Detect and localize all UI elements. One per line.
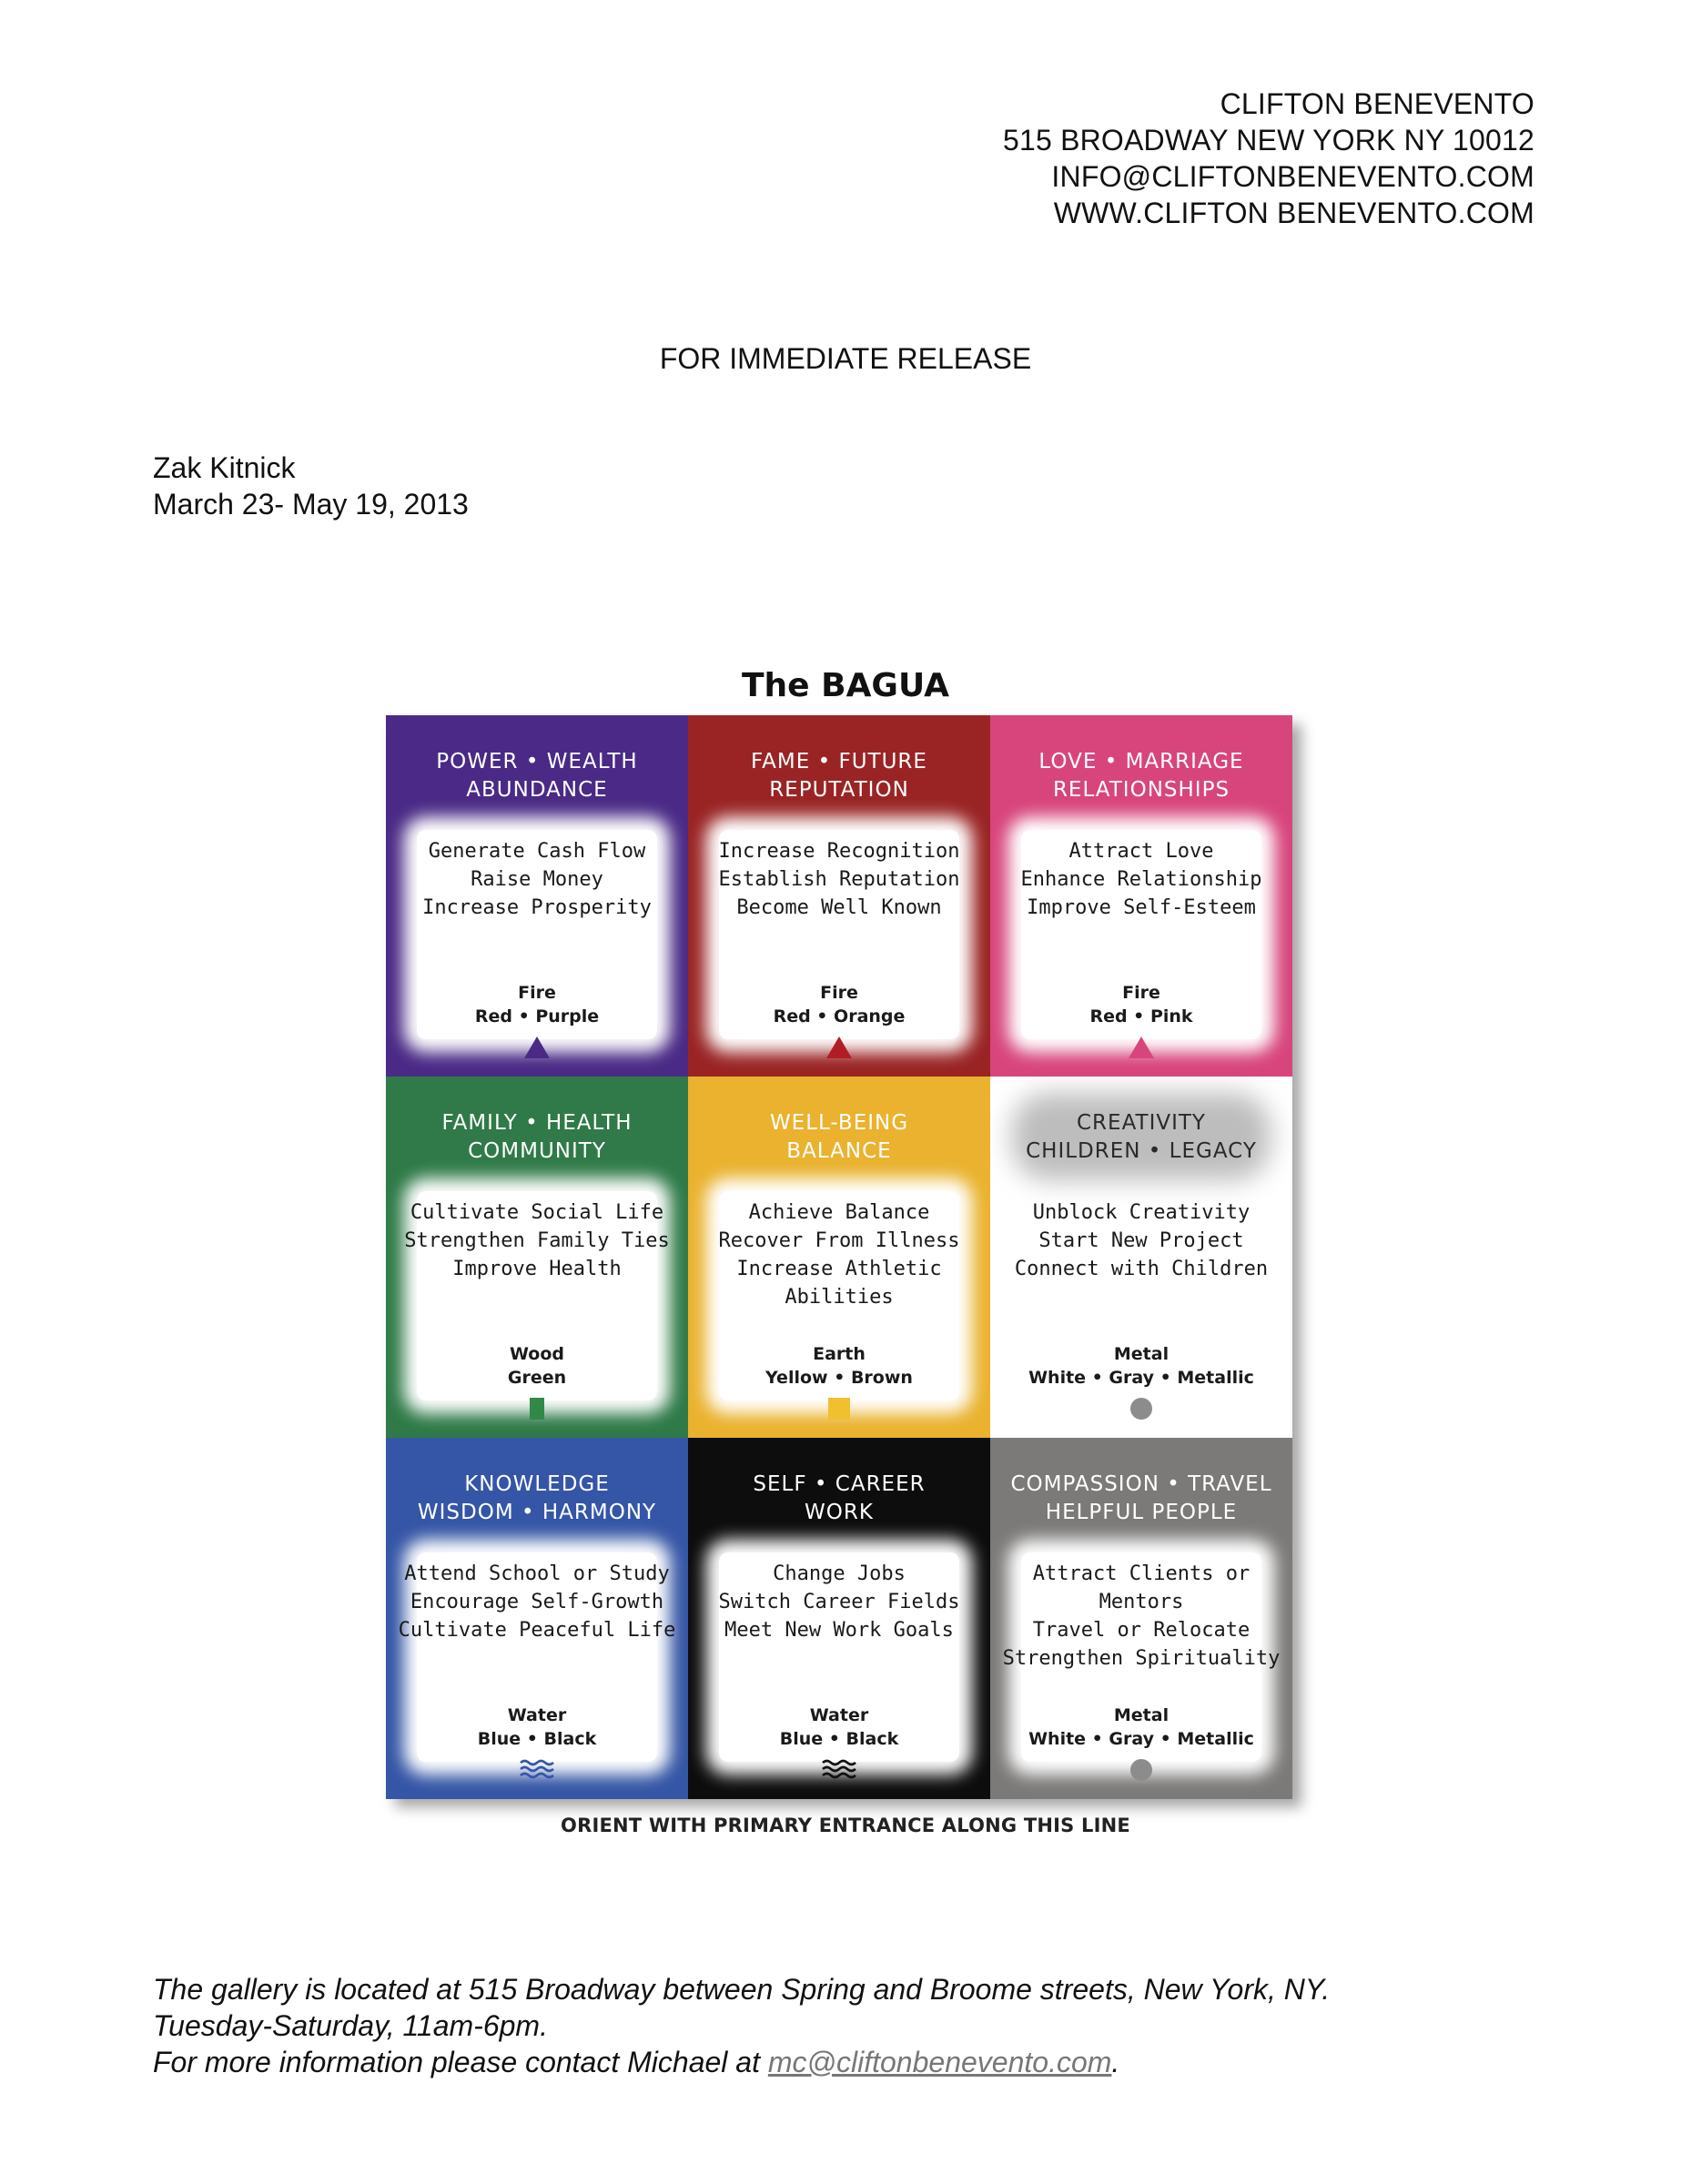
goal-item: Connect with Children <box>1014 1258 1269 1280</box>
goal-item: Improve Health <box>452 1258 622 1280</box>
cell-element: Earth <box>813 1344 866 1364</box>
exhibition-dates: March 23- May 19, 2013 <box>153 488 469 521</box>
cell-heading-line: HELPFUL PEOPLE <box>1045 1501 1238 1524</box>
goal-item: Establish Reputation <box>718 868 960 891</box>
square-icon <box>688 1397 990 1426</box>
goal-item: Switch Career Fields <box>718 1591 960 1613</box>
gallery-email: INFO@CLIFTONBENEVENTO.COM <box>1051 160 1534 193</box>
cell-goals <box>386 1198 688 1283</box>
cell-colors: Yellow • Brown <box>765 1368 913 1388</box>
cell-element: Fire <box>518 983 556 1003</box>
goal-item: Increase Athletic Abilities <box>736 1258 942 1309</box>
bagua-cell <box>386 1438 688 1799</box>
goal-item: Enhance Relationship <box>1020 868 1262 891</box>
goal-item: Raise Money <box>471 868 603 891</box>
goal-item: Strengthen Spirituality <box>1002 1647 1281 1670</box>
waves-icon <box>386 1758 688 1785</box>
cell-colors: White • Gray • Metallic <box>1028 1729 1254 1749</box>
cell-heading-line: BALANCE <box>786 1139 892 1163</box>
cell-colors: White • Gray • Metallic <box>1028 1368 1254 1388</box>
cell-heading-line: COMPASSION • TRAVEL <box>1010 1472 1272 1496</box>
rectangle-icon <box>386 1397 688 1426</box>
triangle-icon <box>688 1036 990 1065</box>
gallery-website: WWW.CLIFTON BENEVENTO.COM <box>1053 197 1534 229</box>
cell-heading-line: ABUNDANCE <box>466 778 608 802</box>
goal-item: Recover From Illness <box>718 1229 960 1252</box>
cell-heading-line: RELATIONSHIPS <box>1052 778 1230 802</box>
cell-heading <box>688 1471 990 1527</box>
footer-hours: Tuesday-Saturday, 11am-6pm. <box>153 2009 548 2042</box>
bagua-grid <box>386 715 1292 1798</box>
orient-caption: ORIENT WITH PRIMARY ENTRANCE ALONG THIS LINE <box>561 1815 1130 1836</box>
cell-colors: Green <box>507 1368 567 1388</box>
cell-element: Water <box>809 1705 869 1725</box>
cell-colors: Blue • Black <box>779 1729 899 1749</box>
goal-item: Start New Project <box>1038 1229 1244 1252</box>
cell-heading-line: POWER • WEALTH <box>436 750 638 774</box>
cell-heading <box>386 1109 688 1166</box>
gallery-address: 515 BROADWAY NEW YORK NY 10012 <box>1002 124 1534 157</box>
cell-heading-line: SELF • CAREER <box>753 1472 926 1496</box>
goal-item: Travel or Relocate <box>1032 1619 1251 1642</box>
cell-element: Water <box>507 1705 567 1725</box>
goal-item: Generate Cash Flow <box>428 840 646 863</box>
triangle-icon <box>386 1036 688 1065</box>
waves-icon <box>688 1758 990 1785</box>
cell-goals <box>688 1198 990 1311</box>
cell-goals <box>990 1560 1292 1673</box>
cell-element: Fire <box>1122 983 1160 1003</box>
cell-heading <box>688 1109 990 1166</box>
circle-icon <box>990 1758 1292 1787</box>
exhibition-info <box>153 450 469 522</box>
footer <box>153 1971 1330 2080</box>
cell-colors: Red • Purple <box>474 1006 600 1026</box>
footer-contact <box>153 2044 1330 2080</box>
cell-heading-line: KNOWLEDGE <box>464 1472 610 1496</box>
cell-goals <box>688 1560 990 1644</box>
goal-item: Change Jobs <box>773 1562 906 1585</box>
footer-contact-period: . <box>1111 2046 1120 2078</box>
gallery-name: CLIFTON BENEVENTO <box>1220 87 1534 120</box>
goal-item: Meet New Work Goals <box>724 1619 954 1642</box>
cell-goals <box>386 1560 688 1644</box>
cell-heading-line: WISDOM • HARMONY <box>417 1501 657 1524</box>
artist-name: Zak Kitnick <box>153 451 296 484</box>
cell-heading-line: WELL-BEING <box>769 1111 909 1135</box>
cell-heading <box>688 748 990 804</box>
cell-heading-line: LOVE • MARRIAGE <box>1038 750 1244 774</box>
goal-item: Increase Prosperity <box>422 896 652 919</box>
goal-item: Cultivate Peaceful Life <box>398 1619 676 1642</box>
cell-heading-line: FAME • FUTURE <box>751 750 927 774</box>
goal-item: Attract Clients or Mentors <box>1032 1562 1251 1613</box>
bagua-cell <box>386 715 688 1077</box>
cell-heading <box>990 1109 1292 1166</box>
cell-heading <box>386 1471 688 1527</box>
bagua-cell <box>688 1438 990 1799</box>
cell-heading <box>990 748 1292 804</box>
cell-goals <box>386 837 688 922</box>
cell-element: Wood <box>510 1344 564 1364</box>
contact-email-link[interactable]: mc@cliftonbenevento.com <box>767 2046 1112 2078</box>
goal-item: Cultivate Social Life <box>410 1201 664 1224</box>
goal-item: Achieve Balance <box>748 1201 930 1224</box>
circle-icon <box>990 1397 1292 1426</box>
cell-element: Metal <box>1113 1344 1170 1364</box>
footer-contact-text: For more information please contact Michael at <box>153 2046 768 2078</box>
cell-heading-line: COMMUNITY <box>468 1139 606 1163</box>
cell-heading-line: REPUTATION <box>769 778 909 802</box>
cell-heading-line: CHILDREN • LEGACY <box>1026 1139 1257 1163</box>
goal-item: Increase Recognition <box>718 840 960 863</box>
goal-item: Unblock Creativity <box>1032 1201 1251 1224</box>
cell-element: Metal <box>1113 1705 1170 1725</box>
goal-item: Improve Self-Esteem <box>1027 896 1256 919</box>
bagua-cell <box>688 715 990 1077</box>
bagua-title: The BAGUA <box>742 667 949 704</box>
cell-colors: Red • Pink <box>1089 1006 1193 1026</box>
cell-colors: Blue • Black <box>477 1729 597 1749</box>
goal-item: Encourage Self-Growth <box>410 1591 664 1613</box>
cell-colors: Red • Orange <box>773 1006 906 1026</box>
cell-heading-line: FAMILY • HEALTH <box>441 1111 633 1135</box>
bagua-cell <box>990 1077 1292 1438</box>
triangle-icon <box>990 1036 1292 1065</box>
cell-goals <box>688 837 990 922</box>
release-heading: FOR IMMEDIATE RELEASE <box>659 342 1032 375</box>
cell-goals <box>990 837 1292 922</box>
cell-goals <box>990 1198 1292 1283</box>
goal-item: Strengthen Family Ties <box>404 1229 670 1252</box>
bagua-cell <box>386 1077 688 1438</box>
cell-heading <box>386 748 688 804</box>
bagua-cell <box>990 1438 1292 1799</box>
goal-item: Attend School or Study <box>404 1562 670 1585</box>
bagua-cell <box>688 1077 990 1438</box>
footer-location: The gallery is located at 515 Broadway between Spring and Broome streets, New York, NY. <box>153 1973 1331 2006</box>
goal-item: Become Well Known <box>736 896 942 919</box>
goal-item: Attract Love <box>1068 840 1214 863</box>
bagua-cell <box>990 715 1292 1077</box>
cell-element: Fire <box>820 983 858 1003</box>
letterhead <box>1003 86 1534 231</box>
cell-heading-line: WORK <box>805 1501 874 1524</box>
cell-heading-line: CREATIVITY <box>1077 1111 1206 1135</box>
cell-heading <box>990 1471 1292 1527</box>
